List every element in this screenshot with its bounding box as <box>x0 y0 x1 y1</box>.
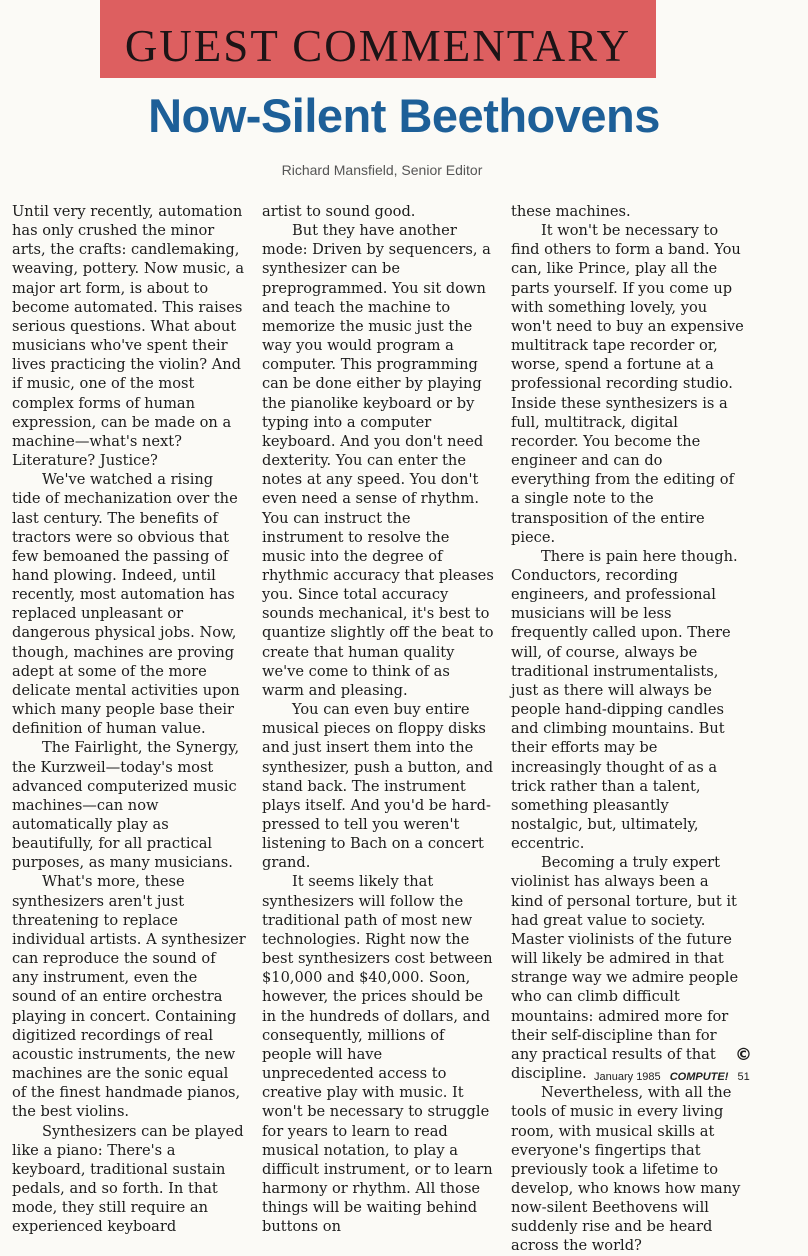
byline: Richard Mansfield, Senior Editor <box>281 162 483 178</box>
paragraph: What's more, these synthesizers aren't just threatening to replace individual artists. A synthesizer can reproduce the sound of any instrument, even the sound of an entire orchestra playing in concert. Containing digitized recordings of real acoustic instruments, the new machines are the sonic equal of the finest handmade pianos, the best violins. <box>12 873 246 1121</box>
paragraph: We've watched a rising tide of mechanization over the last century. The benefits of tractors were so obvious that few bemoaned the passing of hand plowing. Indeed, until recently, most automation has replaced unpleasant or dangerous physical jobs. Now, though, machines are proving adept at some of the more delicate mental activities upon which many people base their definition of human value. <box>12 471 240 738</box>
paragraph: Nevertheless, with all the tools of music in every living room, with musical skills at everyone's fingertips that previously took a lifetime to develop, who knows how many now-silent Beethovens will suddenly rise and be heard across the world? <box>511 1084 741 1255</box>
banner-title: GUEST COMMENTARY <box>124 21 632 71</box>
paragraph: It seems likely that synthesizers will follow the traditional path of most new technologies. Right now the best synthesizers cost between $10,000 and $40,000. Soon, however, the prices should be in the hundreds of dollars, and consequently, millions of people will have unprecedented access to creative play with music. It won't be necessary to struggle for years to learn to read musical notation, to play a difficult instrument, or to learn harmony or rhythm. All those things will be waiting behind buttons on <box>262 873 493 1236</box>
paragraph: There is pain here though. Conductors, recording engineers, and professional musicians will be less frequently called upon. There will, of course, always be traditional instrumentalists, just as there will always be people hand-dipping candles and climbing mountains. But their efforts may be increasingly thought of as a trick rather than a talent, something pleasantly nostalgic, but, ultimately, eccentric. <box>511 547 738 853</box>
text-column-1 <box>12 202 246 1236</box>
article-headline: Now-Silent Beethovens <box>148 89 660 142</box>
text-column-3 <box>511 202 745 1256</box>
end-of-article-icon: © <box>735 1045 752 1065</box>
paragraph: The Fairlight, the Synergy, the Kurzweil—today's most advanced computerized music machines—can now automatically play as beautifully, for all practical purposes, as many musicians. <box>12 739 240 872</box>
paragraph: It won't be necessary to find others to form a band. You can, like Prince, play all the parts yourself. If you come up with something lovely, you won't need to buy an expensive multitrack tape recorder or, worse, spend a fortune at a professional recording studio. Inside these synthesizers is a full, multitrack, digital recorder. You become the engineer and can do everything from the editing of a single note to the transposition of the entire piece. <box>511 222 744 546</box>
footer-page-number: 51 <box>737 1071 750 1083</box>
page-footer <box>594 1071 750 1083</box>
footer-magazine: COMPUTE! <box>669 1071 729 1083</box>
guest-commentary-banner <box>100 0 656 78</box>
paragraph: You can even buy entire musical pieces on floppy disks and just insert them into the synthesizer, push a button, and stand back. The instrument plays itself. And you'd be hard-pressed to tell you weren't listening to Bach on a concert grand. <box>262 701 494 872</box>
paragraph: Until very recently, automation has only crushed the minor arts, the crafts: candlemaking, weaving, pottery. Now music, a major art form, is about to become automated. This raises serious questions. What about musicians who've spent their lives practicing the violin? And if music, one of the most complex forms of human expression, can be made on a machine—what's next? Literature? Justice? <box>12 203 245 470</box>
text-column-2 <box>262 202 496 1236</box>
paragraph: artist to sound good. <box>262 203 416 220</box>
paragraph: But they have another mode: Driven by sequencers, a synthesizer can be preprogrammed. You sit down and teach the machine to memorize the music just the way you would program a computer. This programming can be done either by playing the pianolike keyboard or by typing into a computer keyboard. And you don't need dexterity. You can enter the notes at any speed. You don't even need a sense of rhythm. You can instruct the instrument to resolve the music into the degree of rhythmic accuracy that pleases you. Since total accuracy sounds mechanical, it's best to quantize slightly off the beat to create that human quality we've come to think of as warm and pleasing. <box>262 222 494 699</box>
footer-date: January 1985 <box>594 1071 661 1083</box>
paragraph: these machines. <box>511 203 631 220</box>
paragraph: Becoming a truly expert violinist has always been a kind of personal torture, but it had great value to society. Master violinists of the future will likely be admired in that strange way we admire people who can climb difficult mountains: admired more for their self-discipline than for any practical results of that discipline. <box>511 854 739 1083</box>
paragraph: Synthesizers can be played like a piano: There's a keyboard, traditional sustain pedals, and so forth. In that mode, they still require an experienced keyboard <box>12 1122 244 1236</box>
